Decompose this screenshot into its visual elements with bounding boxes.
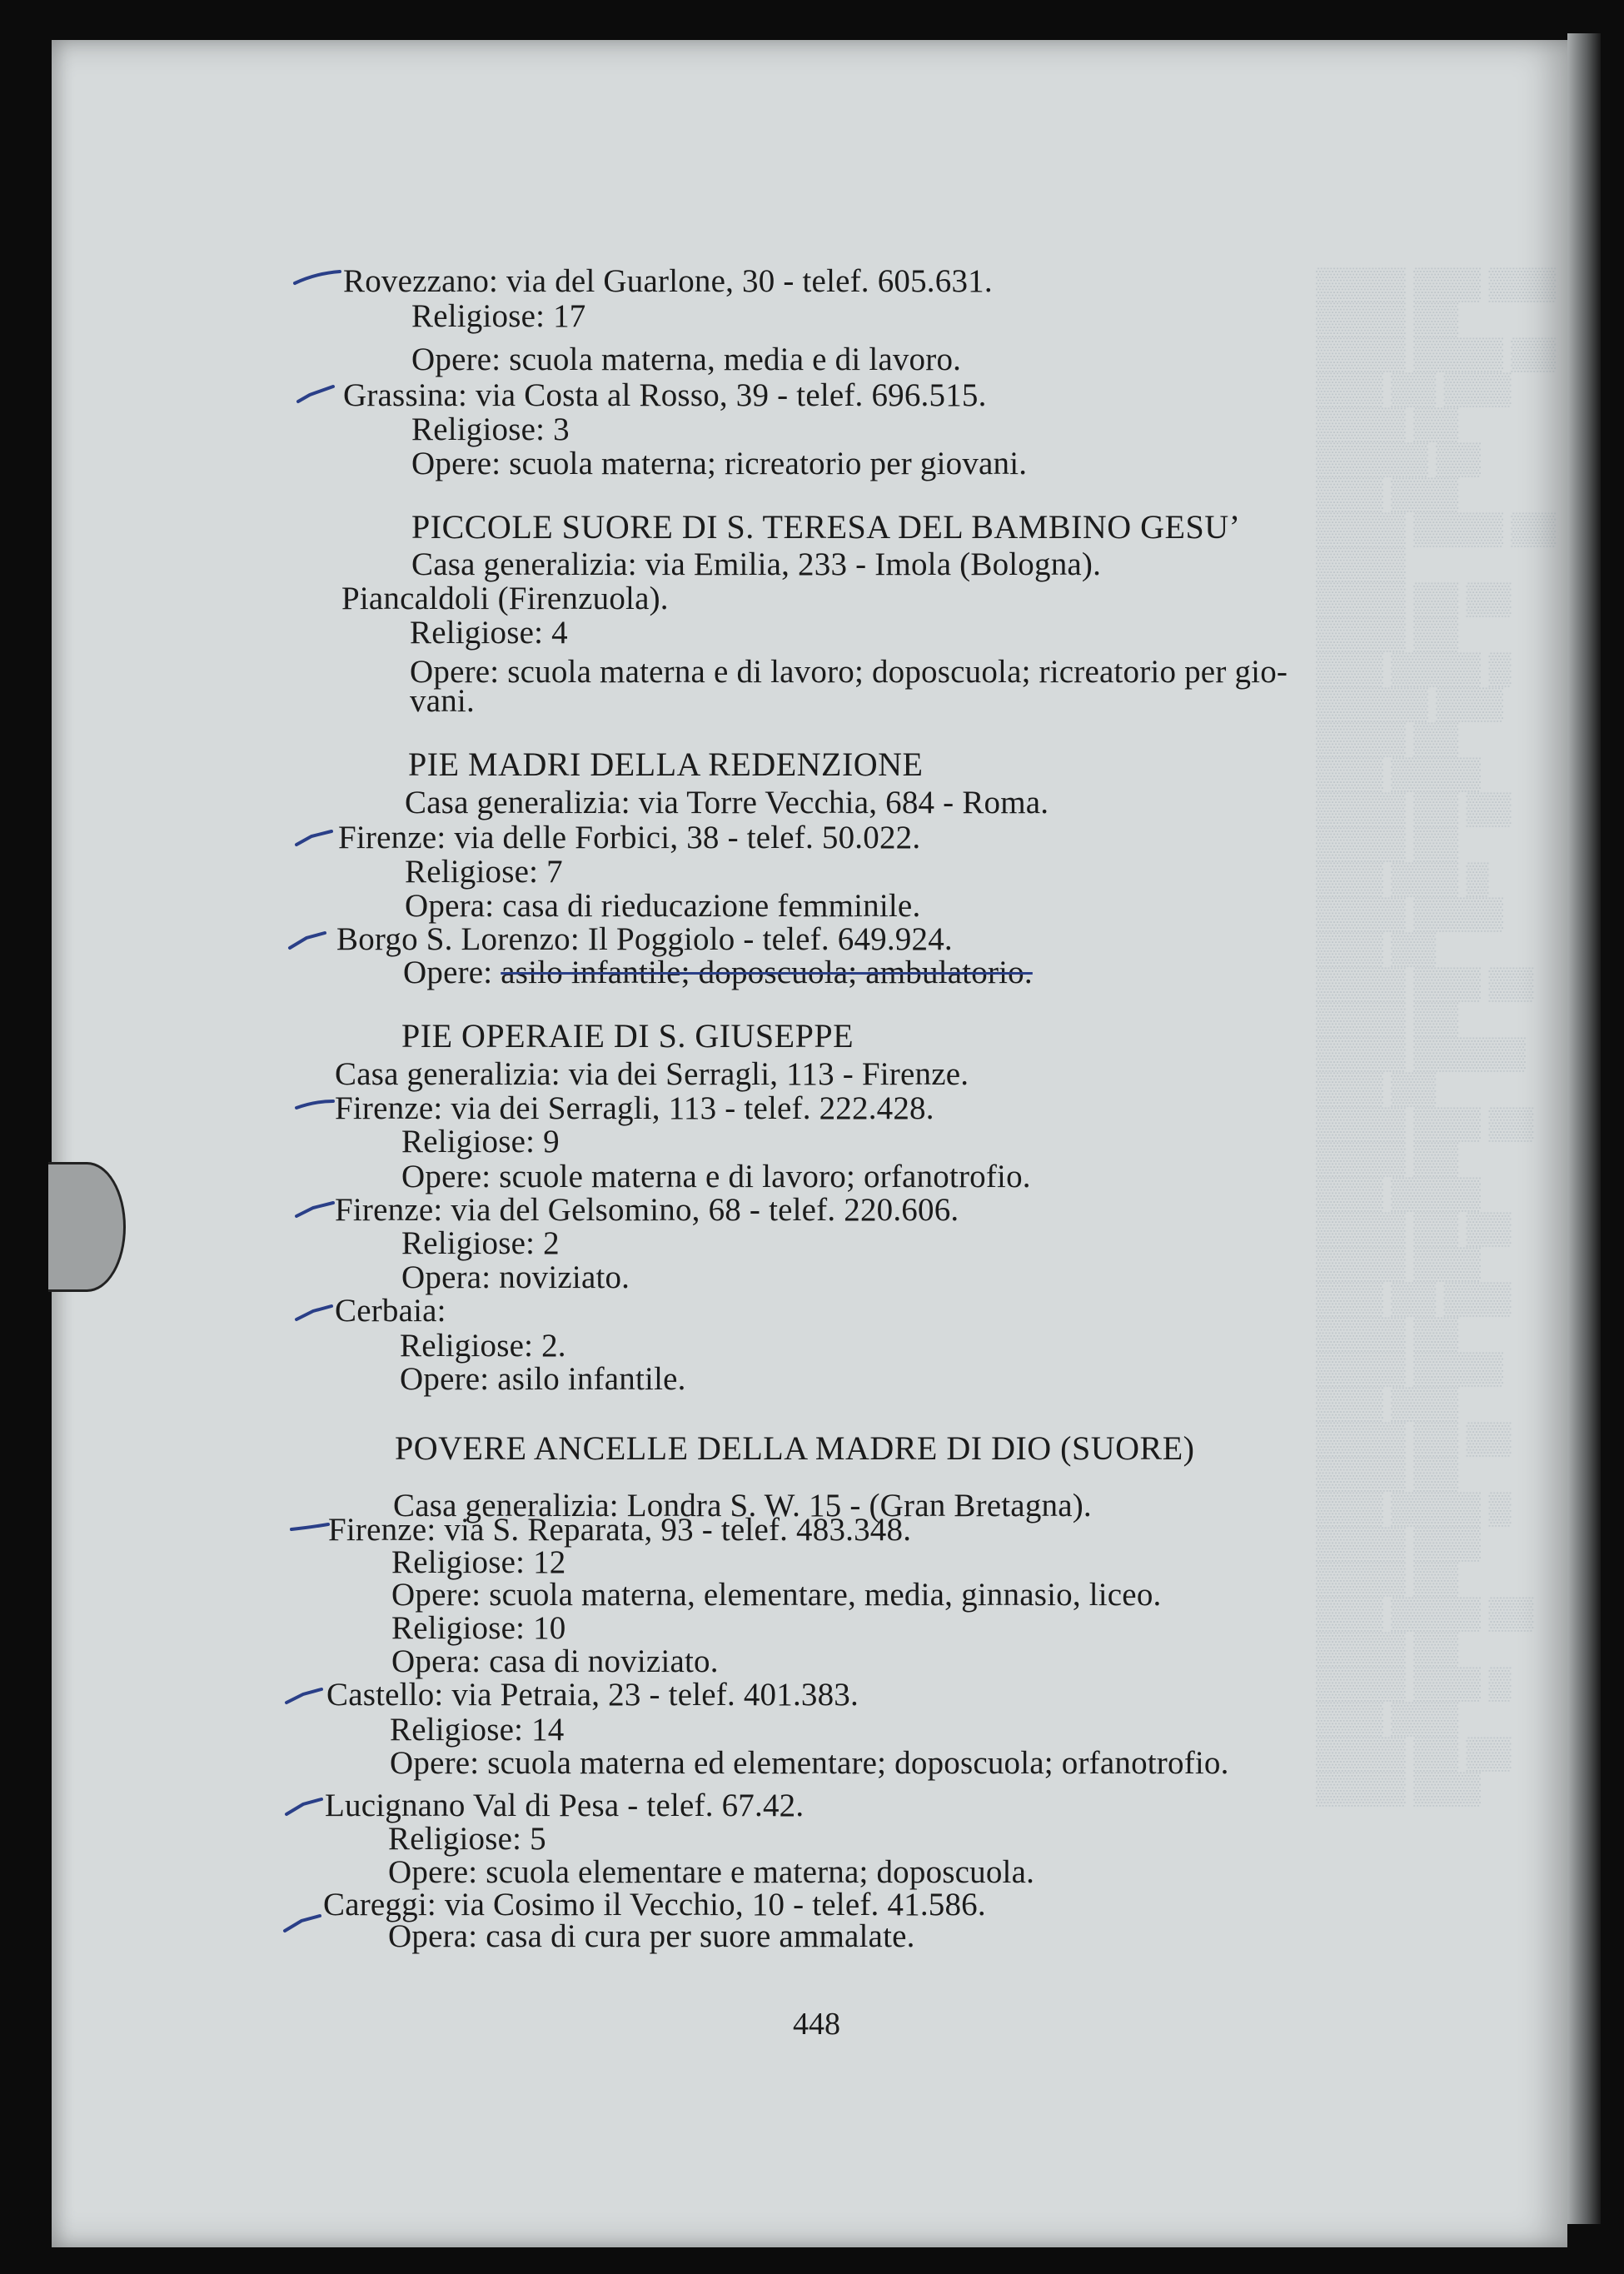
pen-tick-mark <box>281 1683 333 1708</box>
opera-line: Opera: noviziato. <box>401 1259 630 1295</box>
opere-line: Opere: scuola materna, media e di lavoro. <box>411 342 962 377</box>
casa-generalizia-line: Casa generalizia: via Torre Vecchia, 684 - Roma. <box>405 785 1049 820</box>
entry-firenze: Firenze: via del Gelsomino, 68 - telef. 220.606. <box>335 1192 959 1228</box>
opere-line: Opere: scuola materna ed elementare; doposcuola; orfanotrofio. <box>390 1745 1229 1781</box>
entry-castello: Castello: via Petraia, 23 - telef. 401.383. <box>326 1677 859 1713</box>
religiose-line: Religiose: 12 <box>391 1544 566 1580</box>
pen-tick-mark <box>281 1793 333 1818</box>
opere-line: Opere: scuole materna e di lavoro; orfanotrofio. <box>401 1159 1031 1194</box>
entry-cerbaia: Cerbaia: <box>335 1293 446 1329</box>
entry-piancaldoli: Piancaldoli (Firenzuola). <box>341 581 669 616</box>
pen-tick-mark <box>280 1909 331 1934</box>
opera-line: Opera: casa di cura per suore ammalate. <box>388 1918 915 1954</box>
casa-generalizia-line: Casa generalizia: Londra S. W. 15 - (Gran Bretagna). <box>393 1488 1092 1523</box>
struck-through-text: asilo infantile; doposcuola; ambulatorio. <box>501 955 1033 990</box>
religiose-line: Religiose: 14 <box>390 1712 565 1748</box>
religiose-line: Religiose: 2. <box>400 1328 566 1364</box>
pen-tick-mark <box>291 381 343 406</box>
page-number: 448 <box>793 2007 840 2042</box>
opere-line: Opere: scuola materna e di lavoro; doposcuola; ricreatorio per gio- <box>410 654 1288 690</box>
entry-firenze: Firenze: via delle Forbici, 38 - telef. 50.022. <box>338 820 921 855</box>
opere-line: Opere: scuola materna; ricreatorio per giovani. <box>411 446 1028 481</box>
entry-careggi: Careggi: via Cosimo il Vecchio, 10 - telef. 41.586. <box>323 1887 986 1922</box>
casa-generalizia-line: Casa generalizia: via dei Serragli, 113 - Firenze. <box>335 1056 969 1092</box>
religiose-line: Religiose: 3 <box>411 411 570 447</box>
pen-tick-mark <box>286 1514 338 1539</box>
religiose-line: Religiose: 2 <box>401 1225 560 1261</box>
pen-tick-mark <box>291 825 343 850</box>
opere-label: Opere: <box>403 955 501 990</box>
entry-firenze: Firenze: via S. Reparata, 93 - telef. 483.348. <box>328 1512 912 1548</box>
section-heading: PICCOLE SUORE DI S. TERESA DEL BAMBINO GESU’ <box>411 508 1241 546</box>
pen-tick-mark <box>285 926 336 951</box>
section-heading: PIE OPERAIE DI S. GIUSEPPE <box>401 1017 854 1055</box>
entry-firenze: Firenze: via dei Serragli, 113 - telef. 222.428. <box>335 1090 934 1126</box>
entry-borgo-s-lorenzo: Borgo S. Lorenzo: Il Poggiolo - telef. 649.924. <box>336 921 953 957</box>
religiose-line: Religiose: 10 <box>391 1610 566 1646</box>
pen-tick-mark <box>291 265 343 290</box>
religiose-line: Religiose: 7 <box>405 854 563 890</box>
religiose-line: Religiose: 9 <box>401 1124 560 1159</box>
opere-line: Opere: scuola materna, elementare, media, ginnasio, liceo. <box>391 1577 1162 1613</box>
opera-line: Opera: casa di noviziato. <box>391 1643 719 1679</box>
opere-line <box>403 955 1033 991</box>
entry-rovezzano: Rovezzano: via del Guarlone, 30 - telef. 605.631. <box>343 263 993 299</box>
opere-line: Opere: asilo infantile. <box>400 1361 686 1397</box>
religiose-line: Religiose: 5 <box>388 1821 546 1857</box>
pen-tick-mark <box>291 1299 343 1324</box>
bleed-through-text: ▒▒▒▒ ▒▒▒ ▒▒▒ ▒▒▒▒ ▒▒ ▒▒▒▒ ▒▒▒▒ ▒▒ ▒▒▒ ▒▒ ▒▒▒ ▒▒▒▒ ▒▒ ▒▒▒▒▒ ▒▒ ▒▒▒ ▒▒▒ ▒▒▒▒ ▒▒▒▒ ▒▒ ▒▒▒▒ ▒▒▒▒ ▒▒ ▒▒ ▒▒▒▒ ▒▒ ▒▒▒ ▒▒▒▒ ▒ ▒▒▒▒▒ ▒▒▒ ▒▒▒▒ ▒▒ ▒▒▒ ▒▒▒▒ ▒▒▒▒ ▒▒ ▒▒ ▒▒▒▒ ▒▒ ▒▒▒ ▒▒▒ ▒ ▒▒▒▒ ▒▒▒▒ ▒▒▒ ▒▒ ▒▒▒▒ ▒▒▒ ▒▒ ▒▒▒▒ ▒▒ ▒▒▒▒ ▒▒▒▒▒ ▒▒▒ ▒▒ ▒▒▒▒ ▒▒▒ ▒▒ ▒▒▒▒ ▒▒ ▒▒▒ ▒▒▒▒ ▒▒▒▒ ▒▒ ▒▒ ▒▒▒▒ ▒▒▒ ▒▒▒ ▒▒ ▒▒▒ ▒▒▒▒ ▒▒ ▒▒▒▒ ▒▒▒▒ ▒▒▒ ▒▒▒ ▒▒▒▒ ▒▒ ▒▒ ▒▒▒▒ ▒▒ ▒▒▒ ▒▒▒▒ ▒ ▒▒▒▒ ▒▒▒ ▒▒▒▒ ▒▒ ▒▒▒ ▒▒▒▒ ▒▒ ▒▒▒▒ ▒▒ ▒▒▒▒ ▒▒▒ ▒ ▒▒▒ ▒▒▒ ▒▒▒▒ ▒▒ ▒▒ ▒▒▒▒ ▒▒▒ <box>1316 267 1557 1806</box>
pen-tick-mark <box>291 1091 343 1116</box>
section-heading: PIE MADRI DELLA REDENZIONE <box>408 746 924 783</box>
pen-tick-mark <box>291 1196 343 1221</box>
religiose-line: Religiose: 17 <box>411 298 586 334</box>
opere-line-cont: vani. <box>410 683 475 719</box>
entry-lucignano: Lucignano Val di Pesa - telef. 67.42. <box>325 1788 805 1823</box>
casa-generalizia-line: Casa generalizia: via Emilia, 233 - Imola (Bologna). <box>411 546 1102 582</box>
opera-line: Opera: casa di rieducazione femminile. <box>405 888 921 924</box>
religiose-line: Religiose: 4 <box>410 615 568 651</box>
entry-grassina: Grassina: via Costa al Rosso, 39 - telef. 696.515. <box>343 377 987 413</box>
section-heading: POVERE ANCELLE DELLA MADRE DI DIO (SUORE) <box>395 1429 1195 1467</box>
opere-line: Opere: scuola elementare e materna; doposcuola. <box>388 1854 1035 1890</box>
